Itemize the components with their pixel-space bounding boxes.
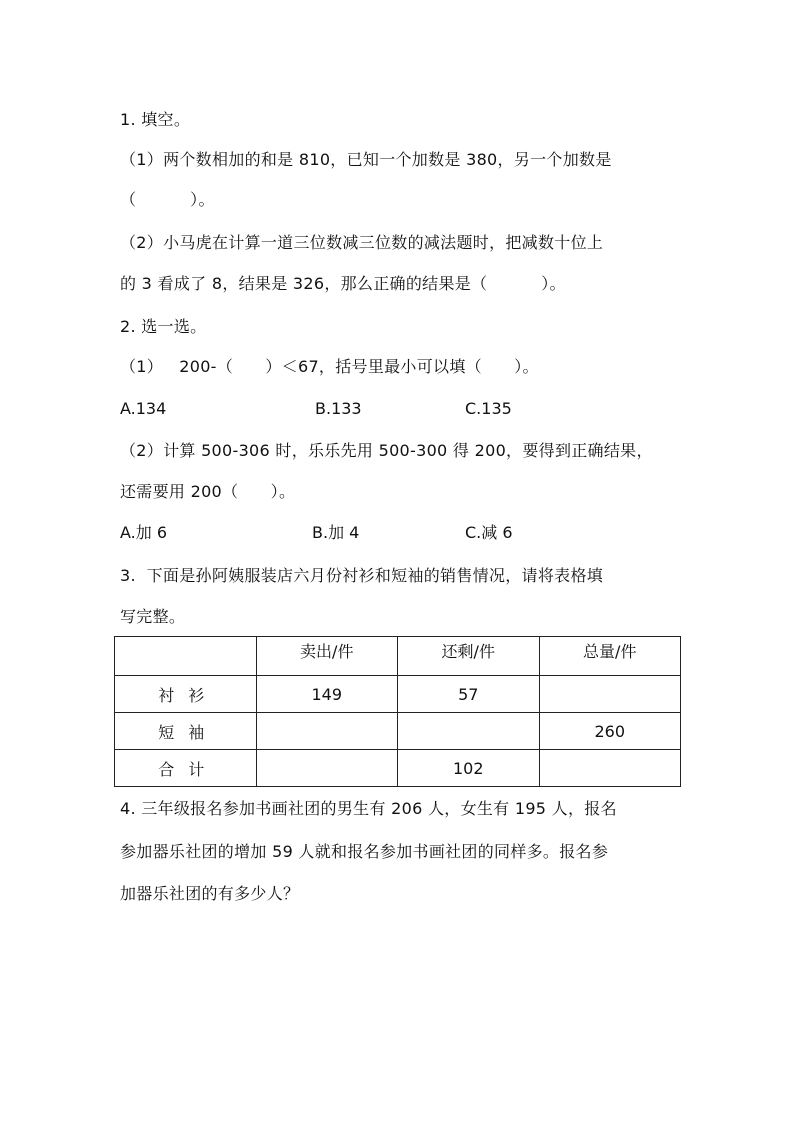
table-cell bbox=[398, 713, 540, 750]
table-row bbox=[115, 676, 681, 713]
q1-heading: 1. 填空。 bbox=[120, 110, 191, 129]
q4-line1: 4. 三年级报名参加书画社团的男生有 206 人，女生有 195 人，报名 bbox=[120, 799, 617, 818]
q2-part1-option-a: A.134 bbox=[120, 399, 167, 418]
q2-part2-option-b: B.加 4 bbox=[312, 523, 360, 542]
table-header-cell: 总量/件 bbox=[539, 637, 681, 676]
table-cell: 57 bbox=[398, 676, 540, 713]
table-row-label: 合计 bbox=[115, 750, 257, 787]
q1-part2-line1: （2）小马虎在计算一道三位数减三位数的减法题时，把减数十位上 bbox=[120, 233, 604, 252]
q4-line2: 参加器乐社团的增加 59 人就和报名参加书画社团的同样多。报名参 bbox=[120, 842, 609, 861]
sales-table bbox=[114, 636, 681, 787]
q2-part2-option-c: C.减 6 bbox=[465, 523, 513, 542]
table-row bbox=[115, 750, 681, 787]
table-header-cell: 还剩/件 bbox=[398, 637, 540, 676]
q3-heading-line2: 写完整。 bbox=[120, 607, 186, 626]
q1-part1-line1: （1）两个数相加的和是 810，已知一个加数是 380，另一个加数是 bbox=[120, 150, 612, 169]
q2-heading: 2. 选一选。 bbox=[120, 317, 207, 336]
q2-part2-option-a: A.加 6 bbox=[120, 523, 168, 542]
table-row-label: 短袖 bbox=[115, 713, 257, 750]
q3-heading-line1: 3. 下面是孙阿姨服装店六月份衬衫和短袖的销售情况，请将表格填 bbox=[120, 566, 604, 585]
q1-part1-line2: （ ）。 bbox=[120, 190, 215, 209]
table-header-cell: 卖出/件 bbox=[256, 637, 398, 676]
table-cell bbox=[539, 676, 681, 713]
table-cell: 102 bbox=[398, 750, 540, 787]
q2-part1-option-c: C.135 bbox=[465, 399, 512, 418]
table-header-cell bbox=[115, 637, 257, 676]
table-cell: 149 bbox=[256, 676, 398, 713]
q4-line3: 加器乐社团的有多少人？ bbox=[120, 884, 300, 903]
q2-part2-line1: （2）计算 500-306 时，乐乐先用 500-300 得 200，要得到正确结果， bbox=[120, 441, 653, 460]
table-cell bbox=[539, 750, 681, 787]
table-row bbox=[115, 713, 681, 750]
q2-part2-line2: 还需要用 200（ ）。 bbox=[120, 482, 296, 501]
table-row-label: 衬衫 bbox=[115, 676, 257, 713]
table-header-row bbox=[115, 637, 681, 676]
q2-part1-line1: （1） 200-（ ）＜67，括号里最小可以填（ ）。 bbox=[120, 357, 539, 376]
table-cell bbox=[256, 713, 398, 750]
table-cell: 260 bbox=[539, 713, 681, 750]
table-cell bbox=[256, 750, 398, 787]
q1-part2-line2: 的 3 看成了 8，结果是 326，那么正确的结果是（ ）。 bbox=[120, 274, 566, 293]
q2-part1-option-b: B.133 bbox=[315, 399, 362, 418]
